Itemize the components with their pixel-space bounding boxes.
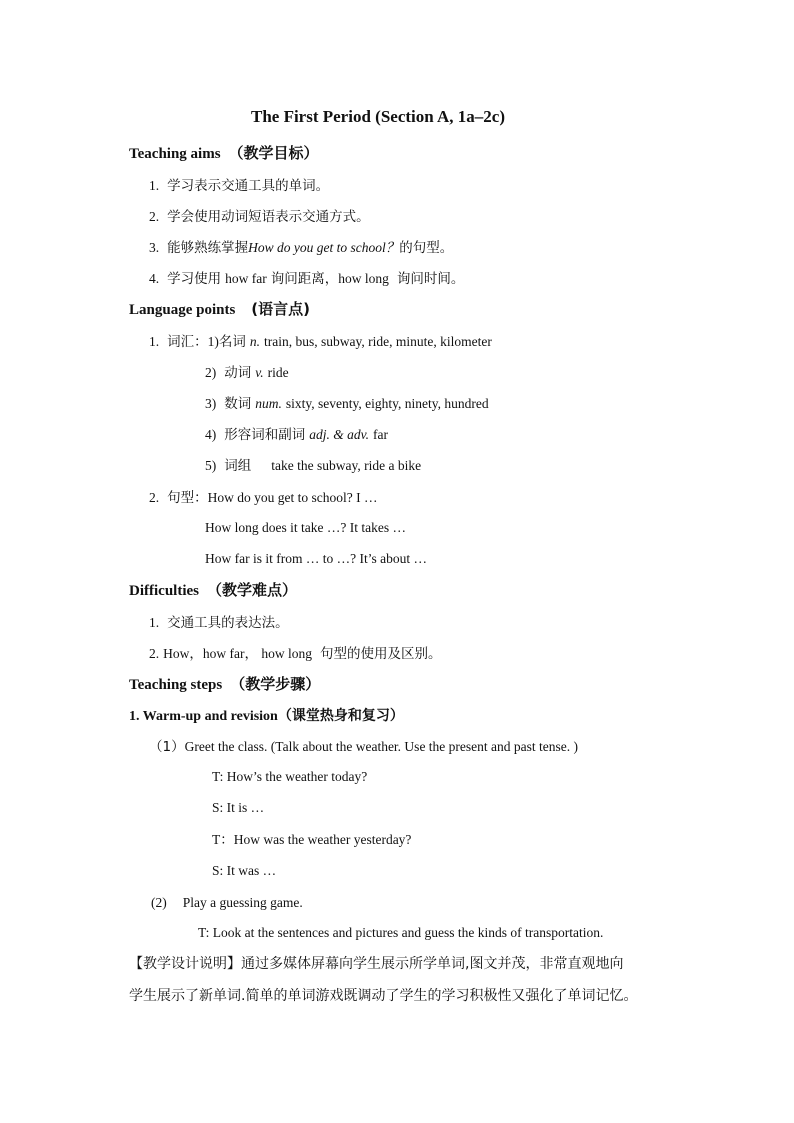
page-title: The First Period (Section A, 1a–2c) (250, 107, 505, 126)
vocab-line-1: 1. 词汇：1)名词 n. train, bus, subway, ride, minute, kilometer (149, 334, 492, 350)
teaching-aims-heading: Teaching aims （教学目标） (129, 144, 319, 162)
dialog-line-4: S: It was … (212, 863, 277, 878)
sub-step-1: （1）Greet the class. (Talk about the weather. Use the present and past tense. ) (149, 739, 579, 755)
difficulty-item-2: 2. How，how far， how long 句型的使用及区别。 (149, 646, 442, 662)
pattern-line-3: How far is it from … to …? It’s about … (205, 551, 427, 566)
teaching-steps-heading: Teaching steps （教学步骤） (129, 675, 321, 693)
design-note-line-1: 【教学设计说明】通过多媒体屏幕向学生展示所学单词,图文并茂，非常直观地向 (129, 956, 624, 972)
aim-item-4: 4. 学习使用 how far 询问距离，how long 询问时间。 (149, 271, 465, 287)
sub-step-2: (2) Play a guessing game. (151, 895, 303, 910)
vocab-line-2: 2) 动词 v. ride (205, 365, 289, 381)
vocab-line-3: 3) 数词 num. sixty, seventy, eighty, ninety, hundred (205, 396, 489, 412)
aim-item-2: 2. 学会使用动词短语表示交通方式。 (149, 209, 370, 225)
design-note-line-2: 学生展示了新单词.简单的单词游戏既调动了学生的学习积极性又强化了单词记忆。 (129, 988, 638, 1004)
pattern-line-2: How long does it take …? It takes … (205, 520, 406, 535)
guessing-game-instruction: T: Look at the sentences and pictures and guess the kinds of transportation. (198, 925, 604, 940)
step-1-heading: 1. Warm-up and revision（课堂热身和复习） (129, 708, 404, 724)
difficulty-item-1: 1. 交通工具的表达法。 (149, 615, 289, 631)
aim-item-3: 3. 能够熟练掌握How do you get to school？的句型。 (149, 240, 454, 256)
vocab-line-4: 4) 形容词和副词 adj. & adv. far (205, 427, 388, 443)
difficulties-heading: Difficulties （教学难点） (129, 581, 297, 599)
dialog-line-1: T: How’s the weather today? (212, 769, 368, 784)
vocab-line-5: 5) 词组 take the subway, ride a bike (205, 458, 422, 474)
aim-item-1: 1. 学习表示交通工具的单词。 (149, 178, 330, 194)
language-points-heading: Language points (语言点) (129, 300, 311, 318)
dialog-line-3: T：How was the weather yesterday? (212, 832, 412, 847)
pattern-line-1: 2. 句型：How do you get to school? I … (149, 490, 378, 506)
dialog-line-2: S: It is … (212, 800, 265, 815)
